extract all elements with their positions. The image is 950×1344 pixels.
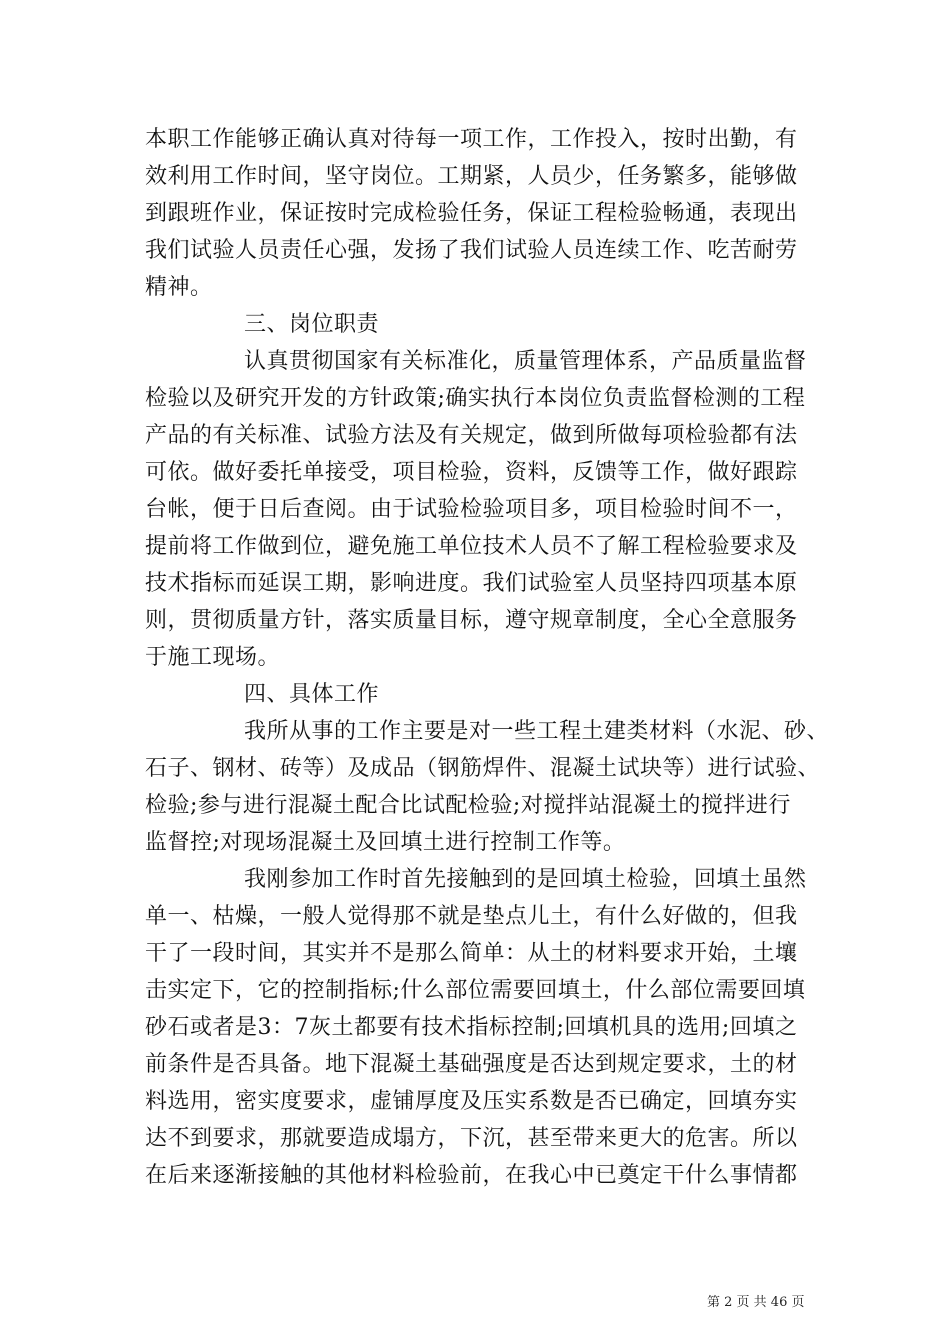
body-text-line: 检验以及研究开发的方针政策;确实执行本岗位负责监督检测的工程: [145, 386, 806, 411]
body-text-line: 台帐，便于日后查阅。由于试验检验项目多，项目检验时间不一，: [145, 497, 798, 522]
body-text-line: 达不到要求，那就要造成塌方，下沉，甚至带来更大的危害。所以: [145, 1126, 798, 1151]
body-text-line: 我所从事的工作主要是对一些工程土建类材料（水泥、砂、: [244, 719, 830, 744]
body-text-line: 检验;参与进行混凝土配合比试配检验;对搅拌站混凝土的搅拌进行: [145, 793, 791, 818]
body-text-line: 认真贯彻国家有关标准化，质量管理体系，产品质量监督: [244, 349, 807, 374]
body-text-line: 前条件是否具备。地下混凝土基础强度是否达到规定要求，土的材: [145, 1052, 798, 1077]
body-text-line: 于施工现场。: [145, 645, 281, 670]
body-text-line: 效利用工作时间，坚守岗位。工期紧，人员少，任务繁多，能够做: [145, 164, 798, 189]
section-heading: 三、岗位职责: [244, 312, 380, 337]
body-text-line: 精神。: [145, 275, 213, 300]
body-text-line: 可依。做好委托单接受，项目检验，资料，反馈等工作，做好跟踪: [145, 460, 798, 485]
page-number-footer: 第 2 页 共 46 页: [707, 1295, 805, 1310]
body-text-line: 石子、钢材、砖等）及成品（钢筋焊件、混凝土试块等）进行试验、: [145, 756, 821, 781]
body-text-line: 砂石或者是3：7灰土都要有技术指标控制;回填机具的选用;回填之: [145, 1015, 798, 1040]
body-text-line: 则，贯彻质量方针，落实质量目标，遵守规章制度，全心全意服务: [145, 608, 798, 633]
body-text-line: 单一、枯燥，一般人觉得那不就是垫点儿土，有什么好做的，但我: [145, 904, 798, 929]
body-text-line: 监督控;对现场混凝土及回填土进行控制工作等。: [145, 830, 626, 855]
body-text-line: 本职工作能够正确认真对待每一项工作，工作投入，按时出勤，有: [145, 127, 798, 152]
section-heading: 四、具体工作: [244, 682, 380, 707]
body-text-line: 我刚参加工作时首先接触到的是回填土检验，回填土虽然: [244, 867, 807, 892]
body-text-line: 产品的有关标准、试验方法及有关规定，做到所做每项检验都有法: [145, 423, 798, 448]
body-text-line: 在后来逐渐接触的其他材料检验前，在我心中已奠定干什么事情都: [145, 1163, 798, 1188]
body-text-line: 我们试验人员责任心强，发扬了我们试验人员连续工作、吃苦耐劳: [145, 238, 798, 263]
body-text-line: 击实定下，它的控制指标;什么部位需要回填土，什么部位需要回填: [145, 978, 806, 1003]
body-text-line: 提前将工作做到位，避免施工单位技术人员不了解工程检验要求及: [145, 534, 798, 559]
body-text-line: 技术指标而延误工期，影响进度。我们试验室人员坚持四项基本原: [145, 571, 798, 596]
body-text-line: 干了一段时间，其实并不是那么简单：从土的材料要求开始，土壤: [145, 941, 798, 966]
body-text-line: 料选用，密实度要求，虚铺厚度及压实系数是否已确定，回填夯实: [145, 1089, 798, 1114]
body-text-line: 到跟班作业，保证按时完成检验任务，保证工程检验畅通，表现出: [145, 201, 798, 226]
